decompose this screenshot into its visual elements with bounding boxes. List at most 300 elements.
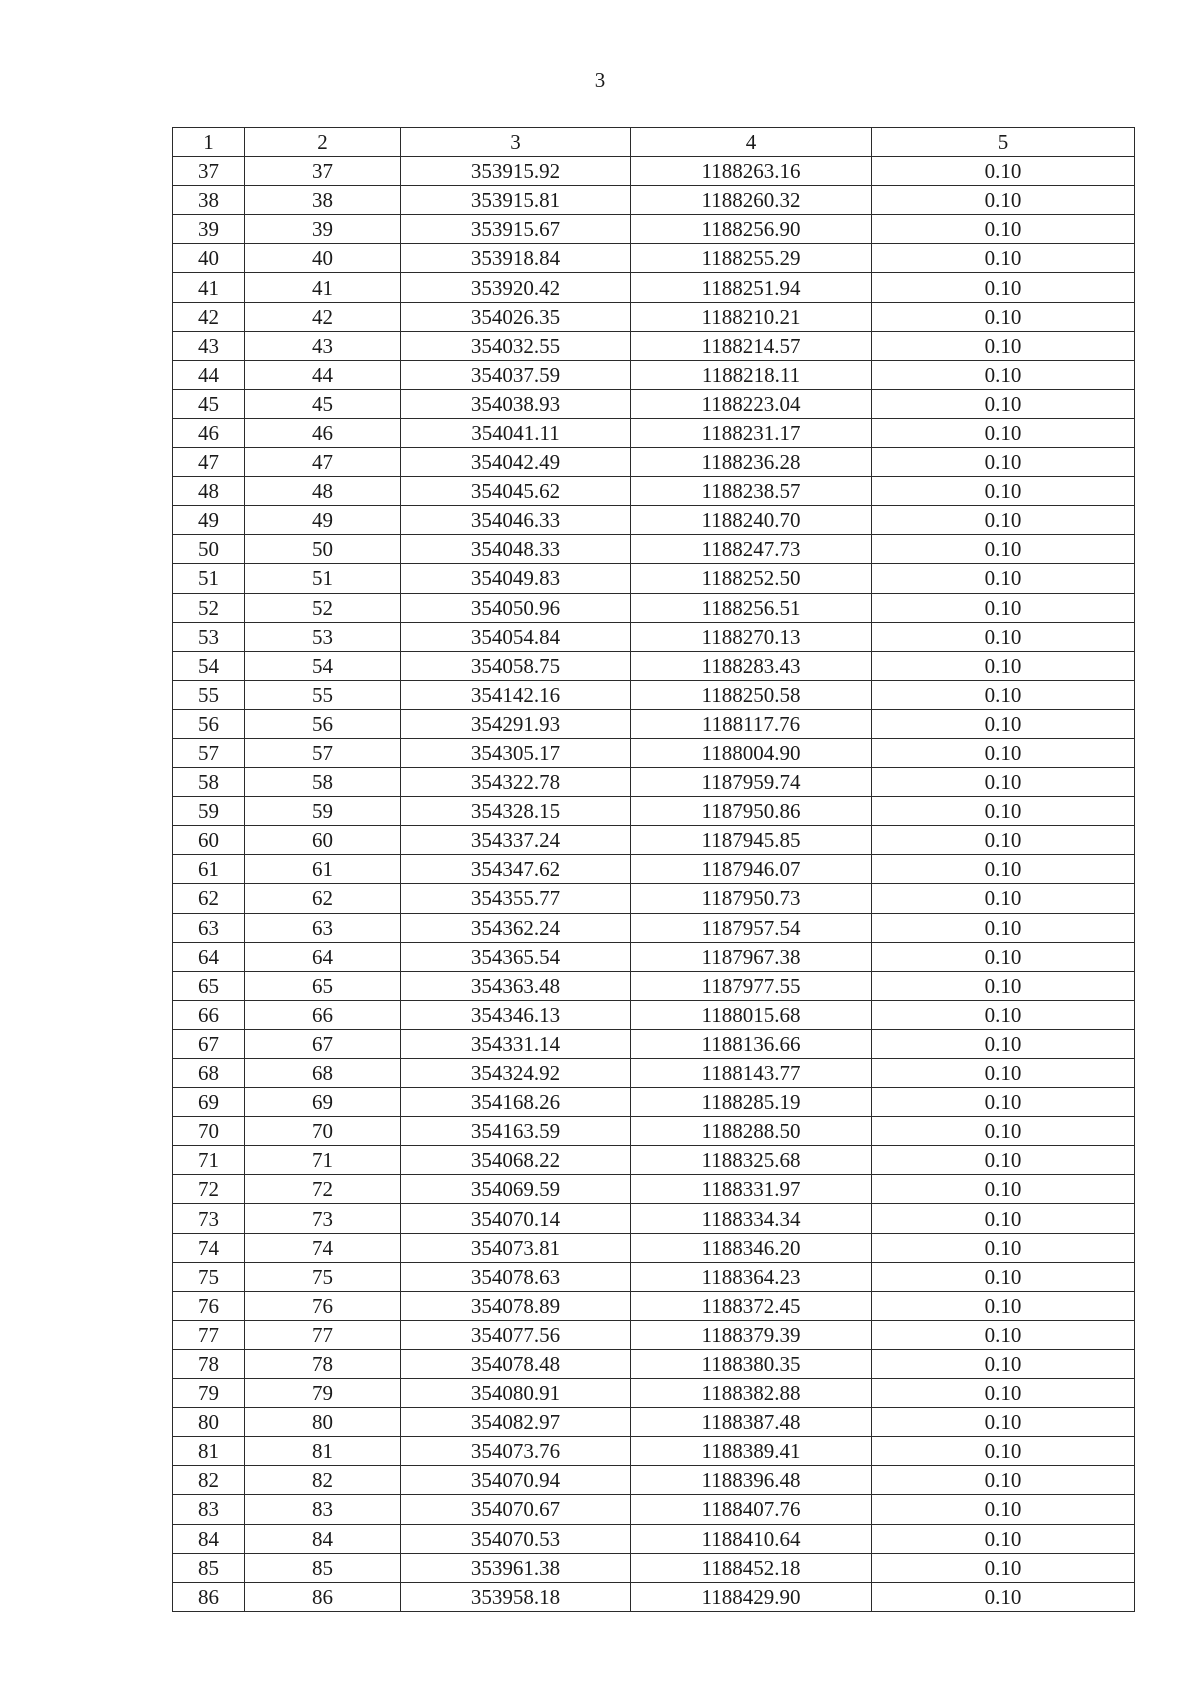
cell-y-coordinate: 1188256.51	[631, 593, 872, 622]
cell-x-coordinate: 353915.67	[401, 215, 631, 244]
cell-tolerance: 0.10	[872, 942, 1135, 971]
cell-point-id: 60	[245, 826, 401, 855]
cell-point-id: 79	[245, 1379, 401, 1408]
table-row	[173, 506, 1135, 535]
table-row	[173, 1262, 1135, 1291]
cell-y-coordinate: 1188117.76	[631, 709, 872, 738]
cell-point-number: 77	[173, 1320, 245, 1349]
table-row	[173, 360, 1135, 389]
cell-x-coordinate: 354347.62	[401, 855, 631, 884]
table-row	[173, 1320, 1135, 1349]
cell-y-coordinate: 1188238.57	[631, 477, 872, 506]
cell-x-coordinate: 354365.54	[401, 942, 631, 971]
cell-tolerance: 0.10	[872, 709, 1135, 738]
cell-point-id: 40	[245, 244, 401, 273]
cell-y-coordinate: 1188218.11	[631, 360, 872, 389]
cell-y-coordinate: 1188364.23	[631, 1262, 872, 1291]
cell-y-coordinate: 1187950.86	[631, 797, 872, 826]
table-row	[173, 738, 1135, 767]
cell-tolerance: 0.10	[872, 1379, 1135, 1408]
cell-tolerance: 0.10	[872, 1291, 1135, 1320]
cell-y-coordinate: 1187946.07	[631, 855, 872, 884]
table-row	[173, 1291, 1135, 1320]
cell-tolerance: 0.10	[872, 738, 1135, 767]
cell-point-number: 63	[173, 913, 245, 942]
cell-x-coordinate: 354048.33	[401, 535, 631, 564]
cell-point-id: 53	[245, 622, 401, 651]
cell-point-id: 66	[245, 1000, 401, 1029]
cell-tolerance: 0.10	[872, 1262, 1135, 1291]
cell-x-coordinate: 354045.62	[401, 477, 631, 506]
cell-tolerance: 0.10	[872, 593, 1135, 622]
cell-y-coordinate: 1188389.41	[631, 1437, 872, 1466]
cell-point-id: 64	[245, 942, 401, 971]
table-header	[173, 128, 1135, 157]
cell-y-coordinate: 1188283.43	[631, 651, 872, 680]
cell-tolerance: 0.10	[872, 564, 1135, 593]
cell-point-id: 49	[245, 506, 401, 535]
cell-point-id: 43	[245, 331, 401, 360]
cell-point-number: 45	[173, 389, 245, 418]
cell-x-coordinate: 354142.16	[401, 680, 631, 709]
cell-point-id: 61	[245, 855, 401, 884]
cell-point-id: 78	[245, 1349, 401, 1378]
cell-x-coordinate: 353920.42	[401, 273, 631, 302]
cell-y-coordinate: 1188372.45	[631, 1291, 872, 1320]
cell-point-number: 76	[173, 1291, 245, 1320]
cell-x-coordinate: 354042.49	[401, 448, 631, 477]
cell-point-id: 83	[245, 1495, 401, 1524]
cell-point-number: 49	[173, 506, 245, 535]
table-row	[173, 855, 1135, 884]
cell-y-coordinate: 1188260.32	[631, 186, 872, 215]
cell-tolerance: 0.10	[872, 157, 1135, 186]
cell-point-id: 42	[245, 302, 401, 331]
cell-y-coordinate: 1188251.94	[631, 273, 872, 302]
cell-point-number: 75	[173, 1262, 245, 1291]
table-row	[173, 564, 1135, 593]
table-row	[173, 186, 1135, 215]
table-row	[173, 215, 1135, 244]
cell-point-number: 69	[173, 1088, 245, 1117]
cell-tolerance: 0.10	[872, 1320, 1135, 1349]
cell-x-coordinate: 354054.84	[401, 622, 631, 651]
cell-point-id: 76	[245, 1291, 401, 1320]
page-number: 3	[594, 68, 606, 92]
cell-tolerance: 0.10	[872, 1000, 1135, 1029]
cell-point-id: 58	[245, 768, 401, 797]
cell-point-id: 59	[245, 797, 401, 826]
cell-point-number: 74	[173, 1233, 245, 1262]
table-row	[173, 1495, 1135, 1524]
cell-point-number: 57	[173, 738, 245, 767]
cell-y-coordinate: 1188270.13	[631, 622, 872, 651]
cell-point-id: 37	[245, 157, 401, 186]
cell-tolerance: 0.10	[872, 535, 1135, 564]
cell-x-coordinate: 354331.14	[401, 1029, 631, 1058]
cell-point-number: 79	[173, 1379, 245, 1408]
cell-x-coordinate: 354046.33	[401, 506, 631, 535]
table-row	[173, 622, 1135, 651]
table-row	[173, 1117, 1135, 1146]
cell-x-coordinate: 354305.17	[401, 738, 631, 767]
cell-point-id: 46	[245, 418, 401, 447]
cell-y-coordinate: 1188379.39	[631, 1320, 872, 1349]
table-row	[173, 680, 1135, 709]
cell-point-id: 54	[245, 651, 401, 680]
cell-y-coordinate: 1188346.20	[631, 1233, 872, 1262]
cell-x-coordinate: 354050.96	[401, 593, 631, 622]
cell-tolerance: 0.10	[872, 680, 1135, 709]
cell-x-coordinate: 354037.59	[401, 360, 631, 389]
cell-point-id: 85	[245, 1553, 401, 1582]
table-row	[173, 331, 1135, 360]
cell-x-coordinate: 353918.84	[401, 244, 631, 273]
cell-point-id: 65	[245, 971, 401, 1000]
cell-point-number: 52	[173, 593, 245, 622]
cell-tolerance: 0.10	[872, 1175, 1135, 1204]
cell-point-id: 55	[245, 680, 401, 709]
cell-x-coordinate: 354058.75	[401, 651, 631, 680]
cell-x-coordinate: 354070.14	[401, 1204, 631, 1233]
column-header-5: 5	[872, 128, 1135, 157]
cell-y-coordinate: 1187959.74	[631, 768, 872, 797]
cell-point-number: 43	[173, 331, 245, 360]
cell-point-number: 37	[173, 157, 245, 186]
cell-y-coordinate: 1187950.73	[631, 884, 872, 913]
cell-x-coordinate: 354291.93	[401, 709, 631, 738]
cell-x-coordinate: 354355.77	[401, 884, 631, 913]
cell-y-coordinate: 1188250.58	[631, 680, 872, 709]
cell-x-coordinate: 354078.89	[401, 1291, 631, 1320]
cell-x-coordinate: 354068.22	[401, 1146, 631, 1175]
cell-point-number: 67	[173, 1029, 245, 1058]
table-row	[173, 157, 1135, 186]
table-row	[173, 1029, 1135, 1058]
cell-point-id: 73	[245, 1204, 401, 1233]
coordinate-table-container	[172, 127, 1134, 1612]
cell-tolerance: 0.10	[872, 797, 1135, 826]
cell-point-number: 68	[173, 1059, 245, 1088]
cell-tolerance: 0.10	[872, 360, 1135, 389]
cell-x-coordinate: 354038.93	[401, 389, 631, 418]
cell-point-number: 48	[173, 477, 245, 506]
cell-point-id: 50	[245, 535, 401, 564]
cell-point-number: 60	[173, 826, 245, 855]
cell-tolerance: 0.10	[872, 1349, 1135, 1378]
cell-x-coordinate: 354069.59	[401, 1175, 631, 1204]
cell-point-number: 73	[173, 1204, 245, 1233]
cell-x-coordinate: 354363.48	[401, 971, 631, 1000]
cell-x-coordinate: 354082.97	[401, 1408, 631, 1437]
cell-point-number: 51	[173, 564, 245, 593]
cell-tolerance: 0.10	[872, 448, 1135, 477]
cell-y-coordinate: 1188252.50	[631, 564, 872, 593]
cell-y-coordinate: 1188407.76	[631, 1495, 872, 1524]
table-row	[173, 1146, 1135, 1175]
cell-x-coordinate: 354168.26	[401, 1088, 631, 1117]
cell-point-number: 81	[173, 1437, 245, 1466]
cell-point-number: 62	[173, 884, 245, 913]
cell-point-number: 39	[173, 215, 245, 244]
cell-x-coordinate: 354362.24	[401, 913, 631, 942]
table-row	[173, 1204, 1135, 1233]
cell-point-number: 40	[173, 244, 245, 273]
cell-y-coordinate: 1188263.16	[631, 157, 872, 186]
cell-x-coordinate: 354328.15	[401, 797, 631, 826]
table-row	[173, 942, 1135, 971]
column-header-1: 1	[173, 128, 245, 157]
cell-point-number: 42	[173, 302, 245, 331]
cell-x-coordinate: 354080.91	[401, 1379, 631, 1408]
cell-tolerance: 0.10	[872, 1553, 1135, 1582]
cell-tolerance: 0.10	[872, 1495, 1135, 1524]
cell-point-number: 78	[173, 1349, 245, 1378]
cell-point-id: 57	[245, 738, 401, 767]
cell-point-number: 82	[173, 1466, 245, 1495]
cell-point-id: 74	[245, 1233, 401, 1262]
cell-x-coordinate: 354337.24	[401, 826, 631, 855]
cell-x-coordinate: 354163.59	[401, 1117, 631, 1146]
table-row	[173, 477, 1135, 506]
cell-tolerance: 0.10	[872, 1117, 1135, 1146]
cell-y-coordinate: 1188380.35	[631, 1349, 872, 1378]
cell-point-number: 65	[173, 971, 245, 1000]
cell-tolerance: 0.10	[872, 622, 1135, 651]
cell-point-number: 70	[173, 1117, 245, 1146]
table-row	[173, 1175, 1135, 1204]
cell-y-coordinate: 1188247.73	[631, 535, 872, 564]
cell-x-coordinate: 354322.78	[401, 768, 631, 797]
table-row	[173, 797, 1135, 826]
cell-point-id: 56	[245, 709, 401, 738]
table-row	[173, 1553, 1135, 1582]
cell-point-id: 72	[245, 1175, 401, 1204]
cell-point-number: 41	[173, 273, 245, 302]
table-row	[173, 302, 1135, 331]
cell-point-number: 86	[173, 1582, 245, 1611]
cell-tolerance: 0.10	[872, 506, 1135, 535]
table-row	[173, 418, 1135, 447]
cell-tolerance: 0.10	[872, 971, 1135, 1000]
cell-point-id: 75	[245, 1262, 401, 1291]
cell-point-number: 64	[173, 942, 245, 971]
cell-tolerance: 0.10	[872, 1466, 1135, 1495]
table-row	[173, 709, 1135, 738]
cell-point-id: 69	[245, 1088, 401, 1117]
cell-y-coordinate: 1188382.88	[631, 1379, 872, 1408]
cell-point-number: 58	[173, 768, 245, 797]
cell-x-coordinate: 354078.63	[401, 1262, 631, 1291]
cell-y-coordinate: 1188143.77	[631, 1059, 872, 1088]
cell-tolerance: 0.10	[872, 331, 1135, 360]
cell-y-coordinate: 1188240.70	[631, 506, 872, 535]
cell-tolerance: 0.10	[872, 1233, 1135, 1262]
table-row	[173, 1088, 1135, 1117]
cell-tolerance: 0.10	[872, 1582, 1135, 1611]
cell-point-number: 50	[173, 535, 245, 564]
table-row	[173, 535, 1135, 564]
cell-x-coordinate: 353915.81	[401, 186, 631, 215]
cell-tolerance: 0.10	[872, 1524, 1135, 1553]
cell-point-id: 80	[245, 1408, 401, 1437]
table-row	[173, 768, 1135, 797]
cell-point-id: 38	[245, 186, 401, 215]
table-row	[173, 1000, 1135, 1029]
cell-tolerance: 0.10	[872, 215, 1135, 244]
cell-point-id: 84	[245, 1524, 401, 1553]
cell-x-coordinate: 354073.81	[401, 1233, 631, 1262]
cell-tolerance: 0.10	[872, 768, 1135, 797]
table-row	[173, 884, 1135, 913]
cell-y-coordinate: 1187977.55	[631, 971, 872, 1000]
column-header-2: 2	[245, 128, 401, 157]
cell-point-number: 47	[173, 448, 245, 477]
table-row	[173, 826, 1135, 855]
cell-tolerance: 0.10	[872, 244, 1135, 273]
column-header-3: 3	[401, 128, 631, 157]
cell-tolerance: 0.10	[872, 273, 1135, 302]
cell-tolerance: 0.10	[872, 302, 1135, 331]
cell-x-coordinate: 354324.92	[401, 1059, 631, 1088]
cell-y-coordinate: 1188236.28	[631, 448, 872, 477]
cell-y-coordinate: 1188210.21	[631, 302, 872, 331]
cell-point-number: 59	[173, 797, 245, 826]
cell-x-coordinate: 354346.13	[401, 1000, 631, 1029]
cell-tolerance: 0.10	[872, 1437, 1135, 1466]
cell-point-id: 63	[245, 913, 401, 942]
cell-point-number: 54	[173, 651, 245, 680]
table-body	[173, 157, 1135, 1612]
cell-tolerance: 0.10	[872, 1059, 1135, 1088]
cell-tolerance: 0.10	[872, 1088, 1135, 1117]
cell-point-number: 56	[173, 709, 245, 738]
cell-y-coordinate: 1188015.68	[631, 1000, 872, 1029]
cell-x-coordinate: 354041.11	[401, 418, 631, 447]
cell-y-coordinate: 1187957.54	[631, 913, 872, 942]
coordinate-table	[172, 127, 1135, 1612]
cell-tolerance: 0.10	[872, 418, 1135, 447]
cell-point-number: 66	[173, 1000, 245, 1029]
cell-point-number: 72	[173, 1175, 245, 1204]
cell-tolerance: 0.10	[872, 186, 1135, 215]
cell-point-number: 84	[173, 1524, 245, 1553]
cell-point-number: 46	[173, 418, 245, 447]
table-row	[173, 244, 1135, 273]
cell-tolerance: 0.10	[872, 913, 1135, 942]
cell-tolerance: 0.10	[872, 389, 1135, 418]
cell-y-coordinate: 1188288.50	[631, 1117, 872, 1146]
cell-point-id: 62	[245, 884, 401, 913]
cell-point-id: 68	[245, 1059, 401, 1088]
table-row	[173, 1524, 1135, 1553]
cell-y-coordinate: 1188429.90	[631, 1582, 872, 1611]
cell-point-number: 80	[173, 1408, 245, 1437]
cell-x-coordinate: 354049.83	[401, 564, 631, 593]
cell-x-coordinate: 354070.53	[401, 1524, 631, 1553]
cell-point-id: 48	[245, 477, 401, 506]
table-row	[173, 1349, 1135, 1378]
cell-y-coordinate: 1188452.18	[631, 1553, 872, 1582]
cell-tolerance: 0.10	[872, 1029, 1135, 1058]
cell-y-coordinate: 1187967.38	[631, 942, 872, 971]
cell-tolerance: 0.10	[872, 826, 1135, 855]
table-row	[173, 1437, 1135, 1466]
cell-point-number: 71	[173, 1146, 245, 1175]
cell-point-id: 47	[245, 448, 401, 477]
cell-y-coordinate: 1188004.90	[631, 738, 872, 767]
cell-x-coordinate: 354026.35	[401, 302, 631, 331]
cell-y-coordinate: 1187945.85	[631, 826, 872, 855]
header-row	[173, 128, 1135, 157]
cell-point-number: 53	[173, 622, 245, 651]
cell-tolerance: 0.10	[872, 884, 1135, 913]
cell-tolerance: 0.10	[872, 651, 1135, 680]
cell-x-coordinate: 354078.48	[401, 1349, 631, 1378]
cell-y-coordinate: 1188256.90	[631, 215, 872, 244]
cell-y-coordinate: 1188223.04	[631, 389, 872, 418]
column-header-4: 4	[631, 128, 872, 157]
cell-x-coordinate: 353958.18	[401, 1582, 631, 1611]
cell-point-id: 41	[245, 273, 401, 302]
cell-y-coordinate: 1188255.29	[631, 244, 872, 273]
cell-point-id: 77	[245, 1320, 401, 1349]
cell-point-id: 71	[245, 1146, 401, 1175]
table-row	[173, 971, 1135, 1000]
cell-tolerance: 0.10	[872, 855, 1135, 884]
cell-tolerance: 0.10	[872, 1408, 1135, 1437]
cell-y-coordinate: 1188231.17	[631, 418, 872, 447]
cell-tolerance: 0.10	[872, 1204, 1135, 1233]
table-row	[173, 593, 1135, 622]
cell-point-id: 39	[245, 215, 401, 244]
cell-x-coordinate: 353915.92	[401, 157, 631, 186]
cell-x-coordinate: 354070.94	[401, 1466, 631, 1495]
cell-point-id: 86	[245, 1582, 401, 1611]
table-row	[173, 389, 1135, 418]
cell-point-number: 44	[173, 360, 245, 389]
cell-y-coordinate: 1188410.64	[631, 1524, 872, 1553]
cell-x-coordinate: 353961.38	[401, 1553, 631, 1582]
cell-point-number: 61	[173, 855, 245, 884]
table-row	[173, 273, 1135, 302]
cell-point-id: 67	[245, 1029, 401, 1058]
cell-point-number: 85	[173, 1553, 245, 1582]
cell-point-id: 82	[245, 1466, 401, 1495]
table-row	[173, 1059, 1135, 1088]
table-row	[173, 448, 1135, 477]
table-row	[173, 1466, 1135, 1495]
cell-x-coordinate: 354070.67	[401, 1495, 631, 1524]
cell-point-number: 38	[173, 186, 245, 215]
cell-y-coordinate: 1188334.34	[631, 1204, 872, 1233]
cell-point-id: 45	[245, 389, 401, 418]
cell-y-coordinate: 1188387.48	[631, 1408, 872, 1437]
cell-point-id: 70	[245, 1117, 401, 1146]
cell-point-id: 52	[245, 593, 401, 622]
cell-point-id: 81	[245, 1437, 401, 1466]
cell-y-coordinate: 1188285.19	[631, 1088, 872, 1117]
table-row	[173, 1408, 1135, 1437]
table-row	[173, 651, 1135, 680]
cell-point-number: 55	[173, 680, 245, 709]
table-row	[173, 1582, 1135, 1611]
cell-x-coordinate: 354032.55	[401, 331, 631, 360]
cell-x-coordinate: 354073.76	[401, 1437, 631, 1466]
cell-y-coordinate: 1188214.57	[631, 331, 872, 360]
cell-point-number: 83	[173, 1495, 245, 1524]
cell-tolerance: 0.10	[872, 1146, 1135, 1175]
